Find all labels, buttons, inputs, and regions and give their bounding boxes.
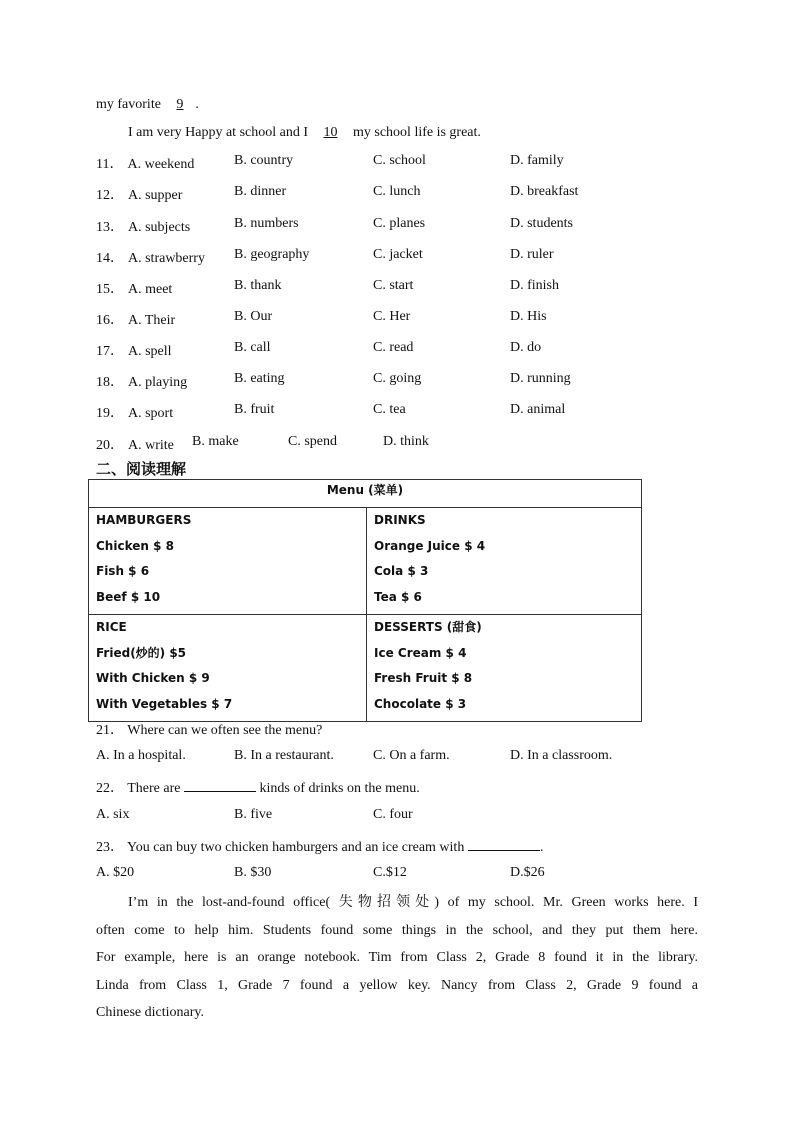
menu-cell-rice <box>89 615 367 722</box>
question-number: 16． <box>96 313 124 328</box>
option-a: A. strawberry <box>128 251 205 266</box>
menu-cell-hamburgers <box>89 508 367 615</box>
option-d: D. students <box>510 216 573 231</box>
option-b: B. Our <box>234 309 273 324</box>
option-c: C. Her <box>373 309 411 324</box>
question-row <box>96 309 175 329</box>
passage-line: often come to help him. Students found some things in the school, and they put them here. <box>96 922 698 938</box>
question-number: 18． <box>96 375 124 390</box>
option-c: C. On a farm. <box>373 748 450 763</box>
question-row <box>96 216 190 236</box>
option-a: A. $20 <box>96 865 135 880</box>
menu-item: Fresh Fruit $ 8 <box>374 671 473 685</box>
cloze-blank-10: 10 <box>323 125 338 140</box>
option-a: A. spell <box>128 344 172 359</box>
question-number: 20． <box>96 438 124 453</box>
answer-blank <box>184 777 256 792</box>
question-number: 11． <box>96 157 124 172</box>
option-a: A. Their <box>128 313 176 328</box>
option-c: C. lunch <box>373 184 421 199</box>
passage-line: For example, here is an orange notebook. Tim from Class 2, Grade 8 found it in the library. <box>96 950 698 965</box>
option-a: A. write <box>128 438 174 453</box>
option-c: C. spend <box>288 434 337 449</box>
option-a: A. In a hospital. <box>96 748 186 763</box>
menu-cell-desserts <box>367 615 642 722</box>
menu-item: With Chicken $ 9 <box>96 671 210 685</box>
question-stem-22 <box>96 777 420 797</box>
option-d: D. finish <box>510 278 559 293</box>
option-c: C. jacket <box>373 247 423 262</box>
question-number: 15． <box>96 282 124 297</box>
question-number: 13． <box>96 220 124 235</box>
question-row <box>96 340 172 360</box>
option-a: A. weekend <box>127 157 195 172</box>
option-c: C. planes <box>373 216 426 231</box>
question-number: 12． <box>96 188 124 203</box>
option-b: B. country <box>234 153 294 168</box>
question-row <box>96 371 187 391</box>
reading-passage <box>96 889 698 1027</box>
option-b: B. fruit <box>234 402 275 417</box>
menu-item: Orange Juice $ 4 <box>374 538 486 553</box>
question-number: 19． <box>96 406 124 421</box>
menu-item: Chicken $ 8 <box>96 538 174 553</box>
option-c: C. start <box>373 278 414 293</box>
option-b: B. five <box>234 807 273 822</box>
question-row <box>96 153 194 173</box>
option-d: D. animal <box>510 402 566 417</box>
cloze-text: my school life is great. <box>353 125 481 140</box>
menu-category-title: RICE <box>96 620 127 634</box>
menu-category-title: HAMBURGERS <box>96 513 192 527</box>
cloze-text: my favorite <box>96 97 161 112</box>
option-a: A. supper <box>128 188 183 203</box>
question-row <box>96 402 173 422</box>
cloze-line-10 <box>128 125 481 141</box>
answer-blank <box>468 836 540 851</box>
menu-item: Fish $ 6 <box>96 564 150 578</box>
option-d: D. In a classroom. <box>510 748 613 763</box>
question-stem-21: 21． Where can we often see the menu? <box>96 723 323 738</box>
stem-text: 22． There are <box>96 781 181 796</box>
option-b: B. call <box>234 340 271 355</box>
cloze-line-9 <box>96 97 199 113</box>
option-a: A. six <box>96 807 130 822</box>
option-a: A. sport <box>128 406 174 421</box>
option-c: C. tea <box>373 402 406 417</box>
option-a: A. meet <box>128 282 173 297</box>
menu-item: Cola $ 3 <box>374 564 429 578</box>
cloze-blank-9: 9 <box>176 97 184 112</box>
menu-table <box>88 479 642 722</box>
menu-item: Fried(炒的) $5 <box>96 645 187 660</box>
menu-item: Beef $ 10 <box>96 589 161 604</box>
option-b: B. eating <box>234 371 285 386</box>
option-c: C. read <box>373 340 414 355</box>
menu-category-title: DRINKS <box>374 513 426 527</box>
option-c: C. four <box>373 807 413 822</box>
passage-line: Linda from Class 1, Grade 7 found a yellow key. Nancy from Class 2, Grade 9 found a <box>96 977 698 993</box>
option-d: D. ruler <box>510 247 554 262</box>
option-b: B. make <box>192 434 239 449</box>
option-b: B. numbers <box>234 216 299 231</box>
menu-item: Ice Cream $ 4 <box>374 645 467 660</box>
stem-text: . <box>539 840 544 855</box>
section-heading: 二、阅读理解 <box>96 460 187 478</box>
menu-item: Chocolate $ 3 <box>374 696 467 711</box>
passage-line: I’m in the lost-and-found office( 失物招领处) of my school. Mr. Green works here. I <box>128 895 698 910</box>
option-b: B. $30 <box>234 865 272 880</box>
option-d: D. family <box>510 153 564 168</box>
option-d: D. His <box>510 309 547 324</box>
option-b: B. dinner <box>234 184 287 199</box>
question-row <box>96 247 205 267</box>
question-number: 14． <box>96 251 124 266</box>
question-stem-23 <box>96 836 543 856</box>
menu-category-title: DESSERTS (甜食) <box>374 620 482 634</box>
question-row <box>96 278 172 298</box>
menu-cell-drinks <box>367 508 642 615</box>
option-b: B. geography <box>234 247 310 262</box>
option-d: D. do <box>510 340 542 355</box>
menu-item: Tea $ 6 <box>374 589 422 604</box>
question-row <box>96 184 182 204</box>
option-d: D. breakfast <box>510 184 579 199</box>
menu-item: With Vegetables $ 7 <box>96 696 233 711</box>
menu-caption: Menu (菜单) <box>89 480 642 508</box>
option-b: B. thank <box>234 278 282 293</box>
cloze-period: . <box>195 97 199 112</box>
question-row-20 <box>96 434 174 454</box>
cloze-text: I am very Happy at school and I <box>128 125 308 140</box>
option-a: A. subjects <box>128 220 191 235</box>
option-c: C. school <box>373 153 426 168</box>
option-a: A. playing <box>128 375 188 390</box>
passage-line: Chinese dictionary. <box>96 1005 204 1020</box>
option-d: D. running <box>510 371 571 386</box>
option-d: D. think <box>383 434 429 449</box>
option-b: B. In a restaurant. <box>234 748 334 763</box>
stem-text: kinds of drinks on the menu. <box>259 781 420 796</box>
option-c: C.$12 <box>373 865 407 880</box>
option-c: C. going <box>373 371 422 386</box>
question-number: 17． <box>96 344 124 359</box>
stem-text: 23． You can buy two chicken hamburgers and an ice cream with <box>96 840 465 855</box>
option-d: D.$26 <box>510 865 545 880</box>
